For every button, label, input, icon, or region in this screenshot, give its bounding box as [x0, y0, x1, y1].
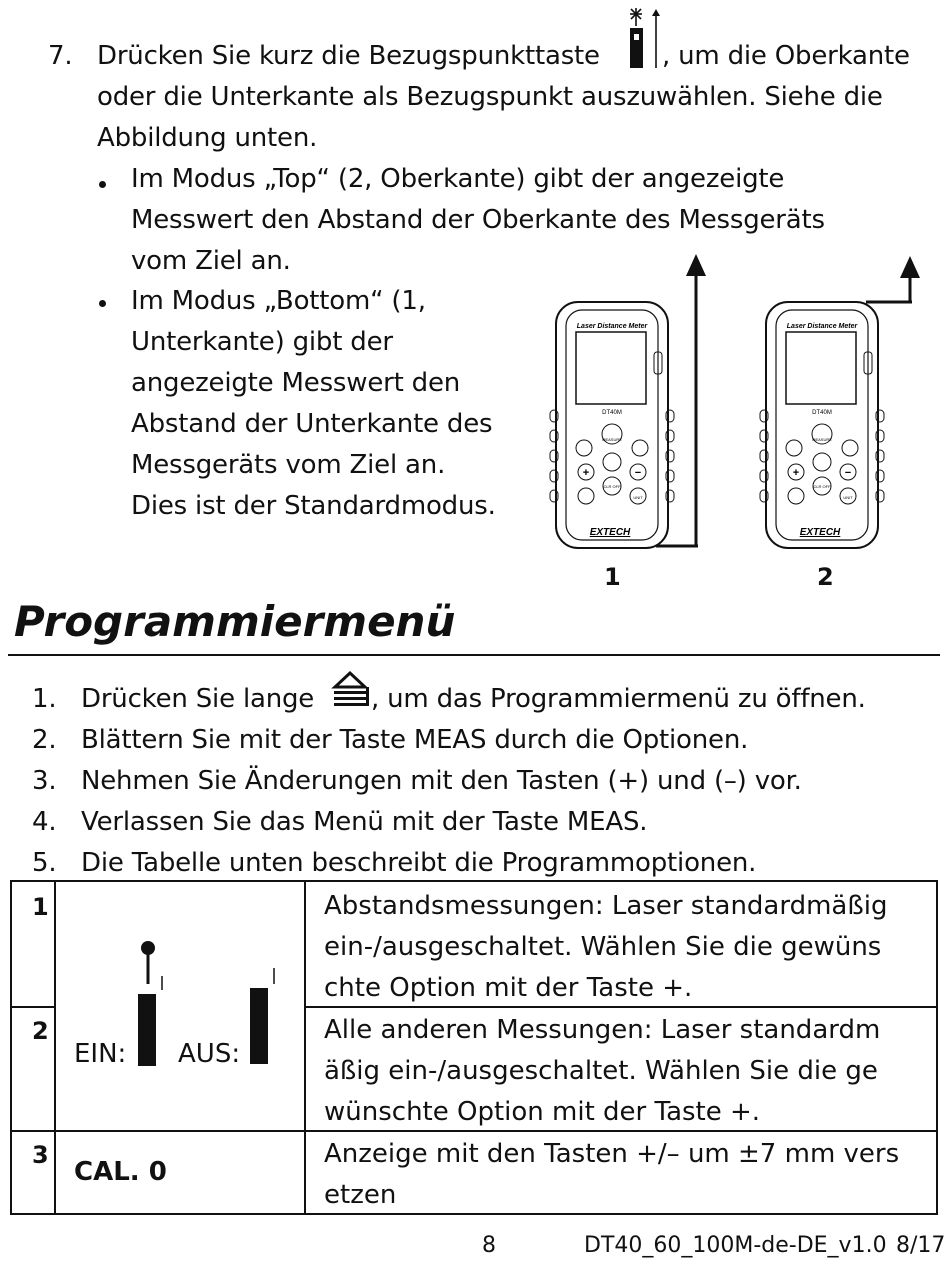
- btn-measure-text: MEASURE: [812, 437, 832, 442]
- svg-text:−: −: [844, 467, 852, 479]
- device-model-text: DT40M: [812, 410, 832, 416]
- btn-unit-text: UNIT: [633, 495, 643, 500]
- prog-step-1b: , um das Programmiermenü zu öffnen.: [371, 684, 866, 714]
- prog-step-3: Nehmen Sie Änderungen mit den Tasten (+) und (–) vor.: [81, 766, 802, 796]
- step7-line1a: Drücken Sie kurz die Bezugspunkttaste: [97, 41, 600, 71]
- table-desc-line: wünschte Option mit der Taste +.: [324, 1097, 761, 1127]
- bullet-bottom-line: Abstand der Unterkante des: [131, 409, 493, 439]
- svg-text:+: +: [582, 467, 590, 479]
- table-row-number: 3: [32, 1141, 49, 1169]
- table-desc-line: ein-/ausgeschaltet. Wählen Sie die gewüns: [324, 932, 882, 962]
- device-model-text: DT40M: [602, 410, 622, 416]
- table-desc-line: Alle anderen Messungen: Laser standardm: [324, 1015, 881, 1045]
- bullet-dot: [99, 300, 106, 307]
- prog-step-2: Blättern Sie mit der Taste MEAS durch die Optionen.: [81, 725, 749, 755]
- bullet-bottom-line: angezeigte Messwert den: [131, 368, 461, 398]
- svg-text:−: −: [634, 467, 642, 479]
- table-desc-line: Anzeige mit den Tasten +/– um ±7 mm vers: [324, 1139, 900, 1169]
- device-header-text: Laser Distance Meter: [576, 323, 648, 330]
- table-row-divider: [12, 1006, 54, 1008]
- section-title: Programmiermenü: [14, 597, 456, 646]
- step7-line3: Abbildung unten.: [97, 123, 318, 153]
- step-number: 1.: [32, 684, 57, 714]
- bullet-bottom-line: Unterkante) gibt der: [131, 327, 393, 357]
- table-row-number: 2: [32, 1017, 49, 1045]
- svg-text:+: +: [792, 467, 800, 479]
- calibration-setting: CAL. 0: [74, 1157, 167, 1187]
- page-of-total: 8/17: [896, 1233, 946, 1258]
- btn-unit-text: UNIT: [843, 495, 853, 500]
- reference-point-key-icon: [624, 6, 664, 70]
- device-brand-text: EXTECH: [799, 527, 841, 538]
- section-divider: [8, 654, 940, 656]
- device-illustration-top-mode: [758, 250, 938, 550]
- table-col-divider: [54, 882, 56, 1213]
- laser-on-label: EIN:: [74, 1039, 127, 1069]
- prog-step-4: Verlassen Sie das Menü mit der Taste MEAS.: [81, 807, 648, 837]
- bullet-bottom-line: Dies ist der Standardmodus.: [131, 491, 496, 521]
- document-id: DT40_60_100M-de-DE_v1.0: [584, 1233, 887, 1258]
- table-desc-line: Abstandsmessungen: Laser standardmäßig: [324, 891, 888, 921]
- btn-clr-text: CLR OFF: [813, 484, 831, 489]
- step7-line2: oder die Unterkante als Bezugspunkt auszuwählen. Siehe die: [97, 82, 883, 112]
- figure-label-1: 1: [604, 563, 621, 591]
- bullet-top-line: vom Ziel an.: [131, 246, 291, 276]
- step-number: 5.: [32, 848, 57, 878]
- step-number: 3.: [32, 766, 57, 796]
- prog-step-5: Die Tabelle unten beschreibt die Programmoptionen.: [81, 848, 757, 878]
- bullet-bottom-line: Messgeräts vom Ziel an.: [131, 450, 446, 480]
- btn-measure-text: MEASURE: [602, 437, 622, 442]
- laser-off-label: AUS:: [178, 1039, 241, 1069]
- step7-line1b: , um die Oberkante: [662, 41, 910, 71]
- device-header-text: Laser Distance Meter: [786, 323, 858, 330]
- bullet-dot: [99, 181, 106, 188]
- bullet-top-line: Im Modus „Top“ (2, Oberkante) gibt der angezeigte: [131, 164, 785, 194]
- options-table: [10, 880, 938, 1215]
- prog-step-1a: Drücken Sie lange: [81, 684, 315, 714]
- table-desc-line: etzen: [324, 1180, 397, 1210]
- bullet-bottom-line: Im Modus „Bottom“ (1,: [131, 286, 426, 316]
- table-desc-line: chte Option mit der Taste +.: [324, 973, 693, 1003]
- btn-clr-text: CLR OFF: [603, 484, 621, 489]
- device-illustration-bottom-mode: [548, 250, 718, 550]
- bullet-top-line: Messwert den Abstand der Oberkante des Messgeräts: [131, 205, 825, 235]
- table-col-divider: [304, 882, 306, 1213]
- device-brand-text: EXTECH: [589, 527, 631, 538]
- step-number: 4.: [32, 807, 57, 837]
- step-number: 2.: [32, 725, 57, 755]
- laser-on-icon: [134, 938, 174, 1068]
- page-number: 8: [482, 1233, 496, 1258]
- figure-label-2: 2: [817, 563, 834, 591]
- table-desc-line: äßig ein-/ausgeschaltet. Wählen Sie die ge: [324, 1056, 878, 1086]
- table-row-number: 1: [32, 893, 49, 921]
- menu-key-icon: [329, 670, 371, 710]
- step-number: 7.: [48, 41, 73, 71]
- laser-off-icon: [248, 966, 278, 1066]
